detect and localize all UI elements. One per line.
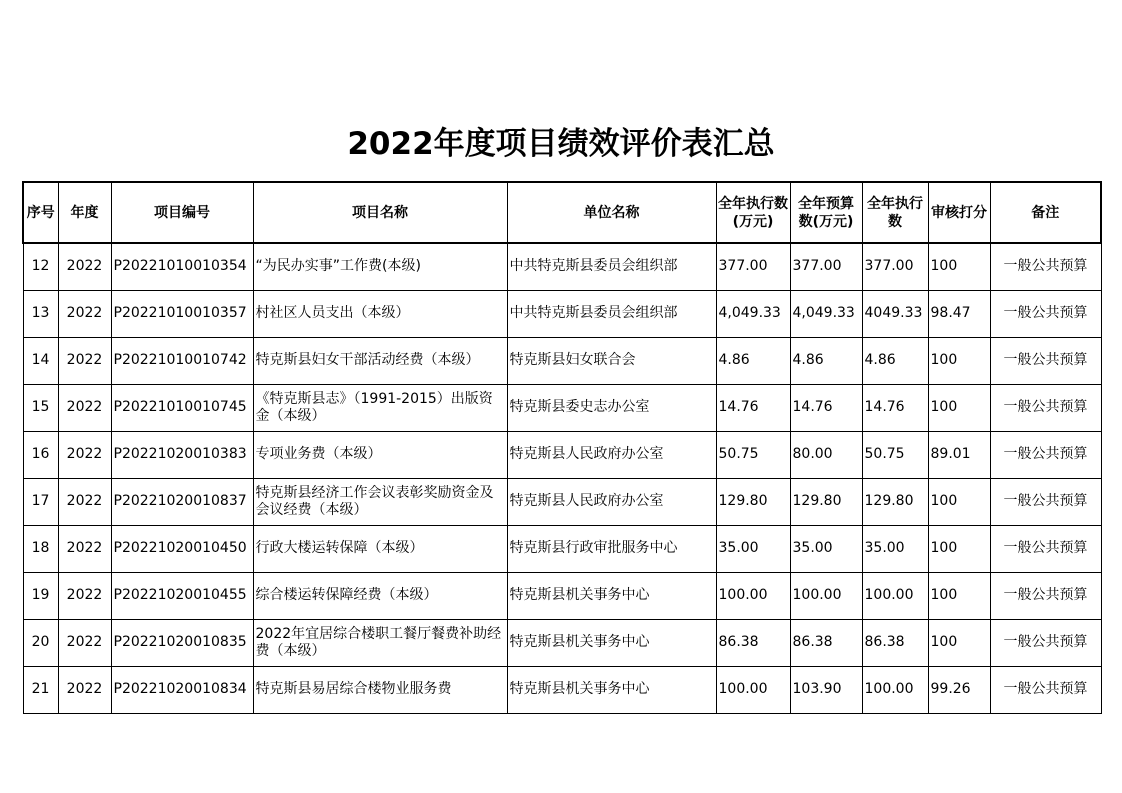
header-exec2: 全年执行数 — [862, 182, 928, 243]
cell-name: “为民办实事”工作费(本级) — [253, 243, 507, 290]
cell-code: P20221020010383 — [111, 431, 253, 478]
cell-exec2: 14.76 — [862, 384, 928, 431]
cell-exec: 4,049.33 — [716, 290, 790, 337]
header-score: 审核打分 — [928, 182, 990, 243]
table-row — [23, 384, 1101, 431]
cell-budget: 129.80 — [790, 478, 862, 525]
cell-note: 一般公共预算 — [990, 666, 1101, 713]
cell-score: 100 — [928, 243, 990, 290]
table-row — [23, 572, 1101, 619]
cell-name: 2022年宜居综合楼职工餐厅餐费补助经费（本级） — [253, 619, 507, 666]
cell-exec: 100.00 — [716, 572, 790, 619]
table-row — [23, 431, 1101, 478]
cell-exec2: 100.00 — [862, 572, 928, 619]
cell-note: 一般公共预算 — [990, 384, 1101, 431]
cell-exec: 4.86 — [716, 337, 790, 384]
cell-seq: 15 — [23, 384, 58, 431]
document-title: 2022年度项目绩效评价表汇总 — [347, 126, 775, 162]
cell-year: 2022 — [58, 619, 111, 666]
header-note: 备注 — [990, 182, 1101, 243]
cell-name: 行政大楼运转保障（本级） — [253, 525, 507, 572]
cell-year: 2022 — [58, 478, 111, 525]
cell-budget: 100.00 — [790, 572, 862, 619]
cell-exec2: 4.86 — [862, 337, 928, 384]
cell-code: P20221020010455 — [111, 572, 253, 619]
cell-unit: 特克斯县机关事务中心 — [507, 572, 716, 619]
cell-unit: 特克斯县妇女联合会 — [507, 337, 716, 384]
cell-seq: 16 — [23, 431, 58, 478]
cell-year: 2022 — [58, 337, 111, 384]
cell-note: 一般公共预算 — [990, 572, 1101, 619]
cell-score: 100 — [928, 478, 990, 525]
cell-score: 100 — [928, 525, 990, 572]
cell-year: 2022 — [58, 431, 111, 478]
cell-budget: 103.90 — [790, 666, 862, 713]
cell-exec2: 50.75 — [862, 431, 928, 478]
cell-exec2: 86.38 — [862, 619, 928, 666]
cell-exec2: 4049.33 — [862, 290, 928, 337]
header-exec: 全年执行数(万元) — [716, 182, 790, 243]
cell-year: 2022 — [58, 290, 111, 337]
cell-code: P20221010010742 — [111, 337, 253, 384]
table-row — [23, 666, 1101, 713]
header-name: 项目名称 — [253, 182, 507, 243]
header-year: 年度 — [58, 182, 111, 243]
cell-exec2: 377.00 — [862, 243, 928, 290]
cell-budget: 86.38 — [790, 619, 862, 666]
cell-note: 一般公共预算 — [990, 337, 1101, 384]
cell-code: P20221010010745 — [111, 384, 253, 431]
cell-seq: 12 — [23, 243, 58, 290]
cell-budget: 4,049.33 — [790, 290, 862, 337]
table-row — [23, 525, 1101, 572]
cell-exec: 100.00 — [716, 666, 790, 713]
cell-seq: 19 — [23, 572, 58, 619]
header-seq: 序号 — [23, 182, 58, 243]
cell-score: 89.01 — [928, 431, 990, 478]
cell-score: 100 — [928, 619, 990, 666]
cell-exec: 86.38 — [716, 619, 790, 666]
cell-name: 特克斯县妇女干部活动经费（本级） — [253, 337, 507, 384]
cell-exec: 35.00 — [716, 525, 790, 572]
table-row — [23, 337, 1101, 384]
cell-code: P20221020010835 — [111, 619, 253, 666]
cell-note: 一般公共预算 — [990, 619, 1101, 666]
cell-unit: 中共特克斯县委员会组织部 — [507, 243, 716, 290]
cell-seq: 21 — [23, 666, 58, 713]
cell-seq: 13 — [23, 290, 58, 337]
cell-note: 一般公共预算 — [990, 243, 1101, 290]
cell-unit: 特克斯县机关事务中心 — [507, 619, 716, 666]
cell-unit: 特克斯县人民政府办公室 — [507, 478, 716, 525]
cell-unit: 特克斯县行政审批服务中心 — [507, 525, 716, 572]
cell-name: 综合楼运转保障经费（本级） — [253, 572, 507, 619]
cell-score: 100 — [928, 384, 990, 431]
cell-seq: 17 — [23, 478, 58, 525]
cell-note: 一般公共预算 — [990, 431, 1101, 478]
cell-code: P20221020010837 — [111, 478, 253, 525]
cell-score: 98.47 — [928, 290, 990, 337]
cell-seq: 14 — [23, 337, 58, 384]
cell-budget: 14.76 — [790, 384, 862, 431]
cell-budget: 4.86 — [790, 337, 862, 384]
header-code: 项目编号 — [111, 182, 253, 243]
cell-unit: 中共特克斯县委员会组织部 — [507, 290, 716, 337]
cell-exec: 377.00 — [716, 243, 790, 290]
cell-unit: 特克斯县委史志办公室 — [507, 384, 716, 431]
cell-exec2: 129.80 — [862, 478, 928, 525]
cell-score: 100 — [928, 572, 990, 619]
cell-note: 一般公共预算 — [990, 525, 1101, 572]
cell-exec: 14.76 — [716, 384, 790, 431]
header-unit: 单位名称 — [507, 182, 716, 243]
cell-seq: 20 — [23, 619, 58, 666]
cell-score: 99.26 — [928, 666, 990, 713]
cell-year: 2022 — [58, 243, 111, 290]
cell-budget: 377.00 — [790, 243, 862, 290]
cell-budget: 80.00 — [790, 431, 862, 478]
cell-name: 村社区人员支出（本级） — [253, 290, 507, 337]
cell-note: 一般公共预算 — [990, 478, 1101, 525]
table-row — [23, 619, 1101, 666]
cell-unit: 特克斯县机关事务中心 — [507, 666, 716, 713]
cell-code: P20221010010357 — [111, 290, 253, 337]
table-row — [23, 478, 1101, 525]
cell-exec2: 100.00 — [862, 666, 928, 713]
cell-name: 《特克斯县志》（1991-2015）出版资金（本级） — [253, 384, 507, 431]
cell-name: 专项业务费（本级） — [253, 431, 507, 478]
cell-year: 2022 — [58, 384, 111, 431]
cell-code: P20221020010450 — [111, 525, 253, 572]
header-row — [23, 182, 1101, 243]
cell-exec: 129.80 — [716, 478, 790, 525]
cell-code: P20221010010354 — [111, 243, 253, 290]
cell-seq: 18 — [23, 525, 58, 572]
cell-score: 100 — [928, 337, 990, 384]
cell-note: 一般公共预算 — [990, 290, 1101, 337]
cell-exec2: 35.00 — [862, 525, 928, 572]
summary-table — [22, 181, 1102, 714]
cell-name: 特克斯县易居综合楼物业服务费 — [253, 666, 507, 713]
table-row — [23, 290, 1101, 337]
cell-year: 2022 — [58, 525, 111, 572]
cell-year: 2022 — [58, 666, 111, 713]
cell-budget: 35.00 — [790, 525, 862, 572]
cell-year: 2022 — [58, 572, 111, 619]
cell-unit: 特克斯县人民政府办公室 — [507, 431, 716, 478]
cell-exec: 50.75 — [716, 431, 790, 478]
table-row — [23, 243, 1101, 290]
cell-code: P20221020010834 — [111, 666, 253, 713]
header-budget: 全年预算数(万元) — [790, 182, 862, 243]
cell-name: 特克斯县经济工作会议表彰奖励资金及会议经费（本级） — [253, 478, 507, 525]
